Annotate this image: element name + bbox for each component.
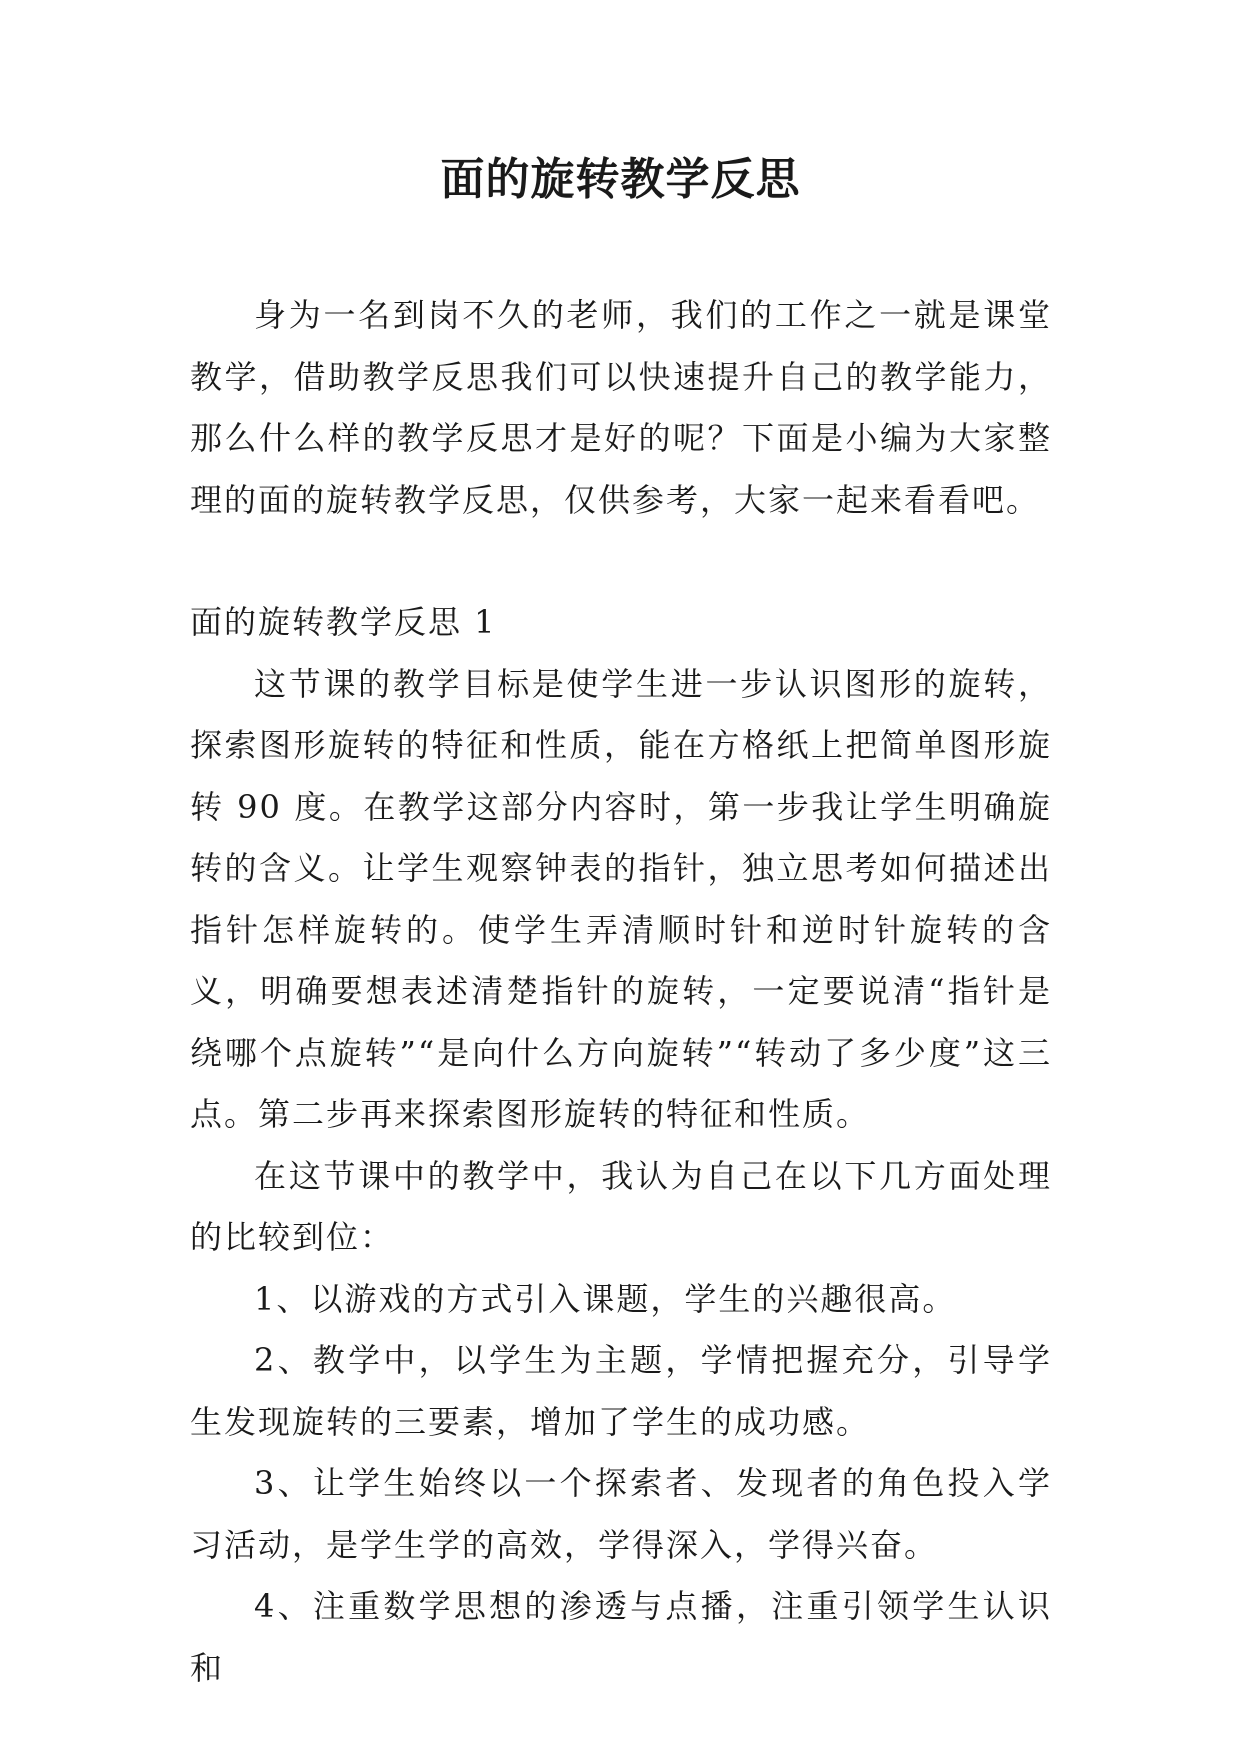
list-item: 2、教学中，以学生为主题，学情把握充分，引导学生发现旋转的三要素，增加了学生的成功感。 (190, 1341, 1052, 1441)
section-heading: 面的旋转教学反思 1 (190, 603, 497, 641)
list-item: 3、让学生始终以一个探索者、发现者的角色投入学习活动，是学生学的高效，学得深入，学得兴奋。 (190, 1464, 1052, 1564)
list-item: 1、以游戏的方式引入课题，学生的兴趣很高。 (254, 1279, 957, 1318)
document-title: 面的旋转教学反思 (440, 154, 801, 205)
body-paragraph: 在这节课中的教学中，我认为自己在以下几方面处理的比较到位： (190, 1156, 1052, 1256)
intro-paragraph: 身为一名到岗不久的老师，我们的工作之一就是课堂教学，借助教学反思我们可以快速提升自己的教学能力，那么什么样的教学反思才是好的呢？下面是小编为大家整理的面的旋转教学反思，仅供参考，大家一起来看看吧。 (190, 296, 1052, 519)
body-paragraph: 这节课的教学目标是使学生进一步认识图形的旋转，探索图形旋转的特征和性质，能在方格纸上把简单图形旋转 90 度。在教学这部分内容时，第一步我让学生明确旋转的含义。让学生观察钟表的指针，独立思考如何描述出指针怎样旋转的。使学生弄清顺时针和逆时针旋转的含义，明确要想表述清楚指针的旋转，一定要说清“指针是绕哪个点旋转”“是向什么方向旋转”“转动了多少度”这三点。第二步再来探索图形旋转的特征和性质。 (190, 664, 1052, 1133)
list-item: 4、注重数学思想的渗透与点播，注重引领学生认识和 (190, 1587, 1052, 1687)
document-body (190, 285, 1052, 1699)
